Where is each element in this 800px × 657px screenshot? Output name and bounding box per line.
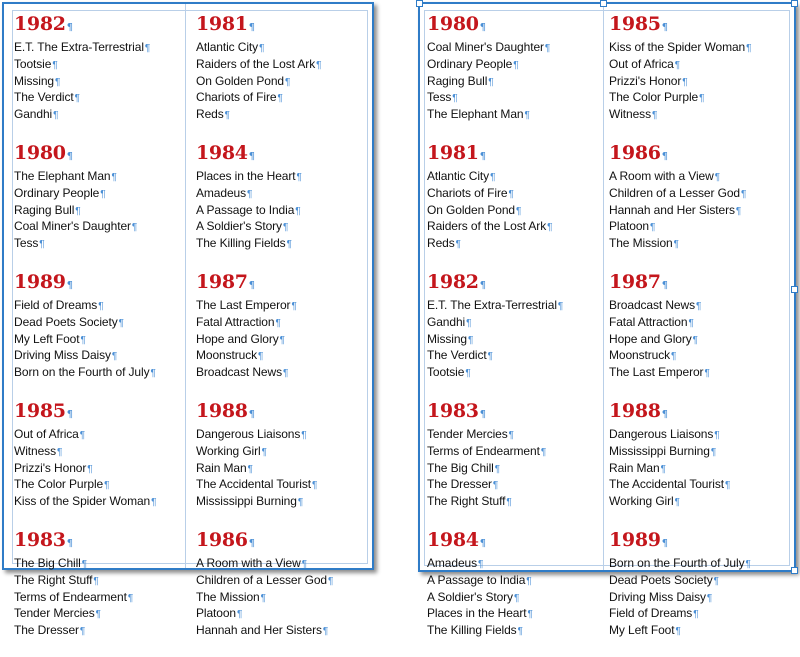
pilcrow-icon: ¶ — [735, 205, 742, 217]
pilcrow-icon: ¶ — [279, 334, 285, 346]
resize-handle-top-right[interactable] — [791, 0, 798, 7]
pilcrow-icon: ¶ — [490, 171, 496, 183]
movie-title: Chariots of Fire¶ — [427, 185, 514, 200]
year-heading: 1980¶ — [14, 141, 73, 164]
movie-title: Ordinary People¶ — [14, 185, 106, 200]
year-heading: 1983¶ — [427, 399, 486, 422]
movie-title: The Killing Fields¶ — [196, 236, 292, 251]
year-heading: 1981¶ — [427, 141, 486, 164]
movie-title: Dangerous Liaisons¶ — [196, 426, 307, 441]
pilcrow-icon: ¶ — [93, 575, 99, 587]
pilcrow-icon: ¶ — [688, 317, 694, 329]
pilcrow-icon: ¶ — [540, 446, 547, 458]
pilcrow-icon: ¶ — [651, 110, 658, 122]
year-heading: 1980¶ — [427, 13, 486, 35]
pilcrow-icon: ¶ — [466, 317, 472, 329]
movie-title: The Color Purple¶ — [609, 90, 705, 105]
year-section — [196, 399, 372, 511]
pilcrow-icon: ¶ — [311, 480, 318, 492]
year-heading: 1984¶ — [427, 528, 486, 551]
year-heading: 1988¶ — [609, 399, 668, 422]
pilcrow-icon: ¶ — [516, 205, 522, 217]
movie-title: On Golden Pond¶ — [196, 73, 291, 88]
year-heading: 1985¶ — [14, 399, 73, 422]
pilcrow-icon: ¶ — [127, 592, 134, 604]
movie-title: Atlantic City¶ — [427, 168, 496, 183]
movie-title: Raiders of the Lost Ark¶ — [427, 219, 553, 234]
movie-title: Hope and Glory¶ — [609, 331, 698, 346]
pilcrow-icon: ¶ — [695, 300, 702, 312]
movie-title: Tess¶ — [427, 90, 458, 105]
pilcrow-icon: ¶ — [479, 150, 486, 162]
pilcrow-icon: ¶ — [513, 59, 519, 71]
movie-title: Gandhi¶ — [427, 314, 472, 329]
pilcrow-icon: ¶ — [295, 205, 301, 217]
pilcrow-icon: ¶ — [258, 351, 264, 363]
pilcrow-icon: ¶ — [492, 480, 499, 492]
resize-handle-bottom-right[interactable] — [791, 567, 798, 574]
year-heading: 1986¶ — [609, 141, 668, 164]
movie-title: Platoon¶ — [609, 219, 656, 234]
column-guide — [603, 4, 604, 570]
pilcrow-icon: ¶ — [247, 463, 253, 475]
pilcrow-icon: ¶ — [465, 368, 471, 380]
year-section — [609, 141, 785, 253]
pilcrow-icon: ¶ — [322, 626, 329, 638]
movie-title: Broadcast News¶ — [609, 297, 702, 312]
movie-title: Reds¶ — [196, 107, 230, 122]
pilcrow-icon: ¶ — [248, 537, 255, 549]
pilcrow-icon: ¶ — [39, 239, 45, 251]
movie-title: Gandhi¶ — [14, 107, 59, 122]
movie-title: Missing¶ — [14, 73, 61, 88]
movie-title: Amadeus¶ — [427, 555, 484, 570]
movie-title: Raiders of the Lost Ark¶ — [196, 56, 322, 71]
pilcrow-icon: ¶ — [455, 239, 461, 251]
movie-title: The Mission¶ — [609, 236, 679, 251]
movie-title: The Killing Fields¶ — [427, 623, 523, 638]
pilcrow-icon: ¶ — [247, 188, 253, 200]
year-section — [14, 270, 190, 382]
pilcrow-icon: ¶ — [671, 351, 677, 363]
movie-title: Reds¶ — [427, 236, 461, 251]
movie-title: A Passage to India¶ — [196, 202, 301, 217]
movie-title: Working Girl¶ — [196, 443, 267, 458]
movie-title: Witness¶ — [609, 107, 658, 122]
pilcrow-icon: ¶ — [80, 334, 86, 346]
pilcrow-icon: ¶ — [479, 408, 486, 420]
movie-title: Born on the Fourth of July¶ — [14, 365, 156, 380]
text-frame-right[interactable] — [418, 2, 796, 638]
year-section — [196, 141, 372, 253]
pilcrow-icon: ¶ — [661, 537, 668, 549]
year-section — [196, 270, 372, 382]
pilcrow-icon: ¶ — [54, 76, 61, 88]
year-section — [427, 399, 603, 511]
movie-title: My Left Foot¶ — [14, 331, 86, 346]
movie-title: Tootsie¶ — [427, 365, 471, 380]
pilcrow-icon: ¶ — [52, 59, 58, 71]
pilcrow-icon: ¶ — [286, 239, 292, 251]
pilcrow-icon: ¶ — [144, 43, 151, 54]
movie-title: The Right Stuff¶ — [427, 494, 512, 509]
movie-title: The Mission¶ — [196, 589, 266, 604]
year-heading: 1989¶ — [14, 270, 73, 293]
pilcrow-icon: ¶ — [131, 222, 138, 234]
resize-handle-top-left[interactable] — [416, 0, 423, 7]
pilcrow-icon: ¶ — [513, 592, 520, 604]
pilcrow-icon: ¶ — [100, 188, 106, 200]
year-section — [427, 12, 603, 124]
pilcrow-icon: ¶ — [66, 150, 73, 162]
pilcrow-icon: ¶ — [260, 592, 266, 604]
movie-title: Coal Miner's Daughter¶ — [427, 40, 551, 54]
pilcrow-icon: ¶ — [557, 300, 564, 312]
movie-title: Places in the Heart¶ — [427, 606, 533, 621]
pilcrow-icon: ¶ — [508, 188, 514, 200]
movie-title: Children of a Lesser God¶ — [196, 572, 334, 587]
year-heading: 1982¶ — [14, 13, 73, 35]
pilcrow-icon: ¶ — [75, 205, 81, 217]
year-section — [427, 270, 603, 382]
frame-left-column-1 — [14, 12, 190, 657]
pilcrow-icon: ¶ — [98, 300, 104, 312]
pilcrow-icon: ¶ — [282, 368, 289, 380]
movie-title: Tootsie¶ — [14, 56, 58, 71]
movie-title: Out of Africa¶ — [14, 426, 86, 441]
pilcrow-icon: ¶ — [282, 222, 289, 234]
pilcrow-icon: ¶ — [650, 222, 656, 234]
pilcrow-icon: ¶ — [316, 59, 322, 71]
movie-title: The Dresser¶ — [427, 477, 499, 492]
movie-title: The Last Emperor¶ — [609, 365, 710, 380]
movie-title: Terms of Endearment¶ — [14, 589, 134, 604]
pilcrow-icon: ¶ — [301, 558, 307, 570]
pilcrow-icon: ¶ — [488, 76, 494, 88]
pilcrow-icon: ¶ — [56, 446, 63, 458]
movie-title: Broadcast News¶ — [196, 365, 289, 380]
movie-title: Raging Bull¶ — [14, 202, 81, 217]
movie-title: Driving Miss Daisy¶ — [14, 348, 118, 363]
pilcrow-icon: ¶ — [79, 429, 86, 441]
movie-title: E.T. The Extra-Terrestrial¶ — [427, 297, 564, 312]
movie-title: Prizzi's Honor¶ — [609, 73, 688, 88]
movie-title: Children of a Lesser God¶ — [609, 185, 747, 200]
pilcrow-icon: ¶ — [248, 22, 255, 33]
movie-title: Working Girl¶ — [609, 494, 680, 509]
year-heading: 1989¶ — [609, 528, 668, 551]
pilcrow-icon: ¶ — [66, 279, 73, 291]
pilcrow-icon: ¶ — [547, 222, 553, 234]
movie-title: Hope and Glory¶ — [196, 331, 285, 346]
movie-title: E.T. The Extra-Terrestrial¶ — [14, 40, 151, 54]
pilcrow-icon: ¶ — [74, 93, 80, 105]
pilcrow-icon: ¶ — [508, 429, 514, 441]
pilcrow-icon: ¶ — [660, 463, 666, 475]
year-section — [609, 12, 785, 124]
pilcrow-icon: ¶ — [745, 558, 751, 570]
pilcrow-icon: ¶ — [693, 609, 699, 621]
pilcrow-icon: ¶ — [724, 480, 731, 492]
pilcrow-icon: ¶ — [713, 575, 719, 587]
movie-title: Mississippi Burning¶ — [609, 443, 717, 458]
movie-title: The Right Stuff¶ — [14, 572, 99, 587]
movie-title: Hannah and Her Sisters¶ — [609, 202, 742, 217]
movie-title: A Soldier's Story¶ — [196, 219, 289, 234]
pilcrow-icon: ¶ — [714, 429, 720, 441]
pilcrow-icon: ¶ — [104, 480, 110, 492]
pilcrow-icon: ¶ — [81, 558, 88, 570]
pilcrow-icon: ¶ — [248, 279, 255, 291]
movie-title: My Left Foot¶ — [609, 623, 681, 638]
movie-title: Places in the Heart¶ — [196, 168, 302, 183]
pilcrow-icon: ¶ — [746, 43, 752, 54]
movie-title: The Elephant Man¶ — [14, 168, 117, 183]
pilcrow-icon: ¶ — [699, 93, 705, 105]
pilcrow-icon: ¶ — [95, 609, 101, 621]
pilcrow-icon: ¶ — [87, 463, 93, 475]
movie-title: Rain Man¶ — [196, 460, 253, 475]
year-section — [14, 141, 190, 253]
pilcrow-icon: ¶ — [151, 497, 157, 509]
movie-title: Rain Man¶ — [609, 460, 666, 475]
movie-title: Field of Dreams¶ — [14, 297, 104, 312]
pilcrow-icon: ¶ — [248, 150, 255, 162]
pilcrow-icon: ¶ — [526, 575, 532, 587]
year-heading: 1986¶ — [196, 528, 255, 551]
movie-title: Dead Poets Society¶ — [14, 314, 124, 329]
movie-title: Kiss of the Spider Woman¶ — [14, 494, 157, 509]
pilcrow-icon: ¶ — [479, 537, 486, 549]
movie-title: Out of Africa¶ — [609, 56, 681, 71]
movie-title: The Last Emperor¶ — [196, 297, 297, 312]
frame-right-column-2 — [609, 12, 785, 657]
pilcrow-icon: ¶ — [661, 408, 668, 420]
pilcrow-icon: ¶ — [544, 43, 551, 54]
year-heading: 1985¶ — [609, 13, 668, 35]
pilcrow-icon: ¶ — [297, 497, 304, 509]
pilcrow-icon: ¶ — [661, 22, 668, 33]
pilcrow-icon: ¶ — [259, 43, 265, 54]
movie-title: Fatal Attraction¶ — [196, 314, 281, 329]
pilcrow-icon: ¶ — [506, 497, 512, 509]
movie-title: Field of Dreams¶ — [609, 606, 699, 621]
text-frame-left[interactable] — [2, 2, 374, 638]
movie-title: Born on the Fourth of July¶ — [609, 555, 751, 570]
pilcrow-icon: ¶ — [467, 334, 474, 346]
movie-title: Tender Mercies¶ — [14, 606, 101, 621]
pilcrow-icon: ¶ — [296, 171, 302, 183]
pilcrow-icon: ¶ — [479, 22, 486, 33]
movie-title: A Passage to India¶ — [427, 572, 532, 587]
pilcrow-icon: ¶ — [673, 239, 679, 251]
pilcrow-icon: ¶ — [452, 93, 458, 105]
movie-title: Prizzi's Honor¶ — [14, 460, 93, 475]
movie-title: A Room with a View¶ — [609, 168, 720, 183]
movie-title: A Soldier's Story¶ — [427, 589, 520, 604]
movie-title: The Verdict¶ — [427, 348, 493, 363]
pilcrow-icon: ¶ — [661, 279, 668, 291]
movie-title: The Accidental Tourist¶ — [609, 477, 731, 492]
pilcrow-icon: ¶ — [675, 626, 681, 638]
movie-title: The Color Purple¶ — [14, 477, 110, 492]
pilcrow-icon: ¶ — [328, 575, 334, 587]
pilcrow-icon: ¶ — [275, 317, 281, 329]
movie-title: Raging Bull¶ — [427, 73, 494, 88]
pilcrow-icon: ¶ — [479, 279, 486, 291]
pilcrow-icon: ¶ — [291, 300, 297, 312]
pilcrow-icon: ¶ — [710, 446, 717, 458]
movie-title: Amadeus¶ — [196, 185, 253, 200]
year-heading: 1982¶ — [427, 270, 486, 293]
movie-title: Fatal Attraction¶ — [609, 314, 694, 329]
pilcrow-icon: ¶ — [277, 93, 283, 105]
resize-handle-top-center[interactable] — [600, 0, 607, 7]
pilcrow-icon: ¶ — [706, 592, 713, 604]
movie-title: Ordinary People¶ — [427, 56, 519, 71]
year-heading: 1987¶ — [196, 270, 255, 293]
pilcrow-icon: ¶ — [682, 76, 688, 88]
movie-title: Coal Miner's Daughter¶ — [14, 219, 138, 234]
movie-title: Witness¶ — [14, 443, 63, 458]
pilcrow-icon: ¶ — [524, 110, 530, 122]
movie-title: Chariots of Fire¶ — [196, 90, 283, 105]
pilcrow-icon: ¶ — [79, 626, 86, 638]
movie-title: Tender Mercies¶ — [427, 426, 514, 441]
year-heading: 1983¶ — [14, 528, 73, 551]
pilcrow-icon: ¶ — [661, 150, 668, 162]
pilcrow-icon: ¶ — [741, 188, 747, 200]
frame-left-column-2 — [196, 12, 372, 657]
movie-title: Atlantic City¶ — [196, 40, 265, 54]
pilcrow-icon: ¶ — [150, 368, 156, 380]
movie-title: Hannah and Her Sisters¶ — [196, 623, 329, 638]
pilcrow-icon: ¶ — [224, 110, 230, 122]
pilcrow-icon: ¶ — [66, 22, 73, 33]
pilcrow-icon: ¶ — [494, 463, 501, 475]
movie-title: Kiss of the Spider Woman¶ — [609, 40, 752, 54]
pilcrow-icon: ¶ — [111, 171, 117, 183]
movie-title: The Elephant Man¶ — [427, 107, 530, 122]
movie-title: Moonstruck¶ — [196, 348, 264, 363]
movie-title: Tess¶ — [14, 236, 45, 251]
pilcrow-icon: ¶ — [517, 626, 523, 638]
pilcrow-icon: ¶ — [704, 368, 710, 380]
pilcrow-icon: ¶ — [674, 59, 681, 71]
year-heading: 1981¶ — [196, 13, 255, 35]
resize-handle-middle-right[interactable] — [791, 286, 798, 293]
pilcrow-icon: ¶ — [692, 334, 698, 346]
pilcrow-icon: ¶ — [118, 317, 124, 329]
movie-title: Driving Miss Daisy¶ — [609, 589, 713, 604]
pilcrow-icon: ¶ — [111, 351, 118, 363]
pilcrow-icon: ¶ — [237, 609, 243, 621]
pilcrow-icon: ¶ — [66, 408, 73, 420]
movie-title: A Room with a View¶ — [196, 555, 307, 570]
year-heading: 1984¶ — [196, 141, 255, 164]
year-section — [609, 270, 785, 382]
pilcrow-icon: ¶ — [285, 76, 291, 88]
frame-right-column-1 — [427, 12, 603, 657]
movie-title: Dead Poets Society¶ — [609, 572, 719, 587]
movie-title: The Big Chill¶ — [427, 460, 501, 475]
pilcrow-icon: ¶ — [478, 558, 484, 570]
movie-title: Mississippi Burning¶ — [196, 494, 304, 509]
pilcrow-icon: ¶ — [674, 497, 680, 509]
movie-title: On Golden Pond¶ — [427, 202, 522, 217]
year-section — [196, 12, 372, 124]
pilcrow-icon: ¶ — [301, 429, 307, 441]
year-section — [14, 12, 190, 124]
movie-title: Dangerous Liaisons¶ — [609, 426, 720, 441]
pilcrow-icon: ¶ — [261, 446, 267, 458]
year-section — [427, 141, 603, 253]
pilcrow-icon: ¶ — [527, 609, 533, 621]
pilcrow-icon: ¶ — [66, 537, 73, 549]
pilcrow-icon: ¶ — [487, 351, 493, 363]
movie-title: The Dresser¶ — [14, 623, 86, 638]
year-heading: 1988¶ — [196, 399, 255, 422]
year-heading: 1987¶ — [609, 270, 668, 293]
movie-title: The Verdict¶ — [14, 90, 80, 105]
movie-title: Platoon¶ — [196, 606, 243, 621]
year-section — [14, 399, 190, 511]
movie-title: Terms of Endearment¶ — [427, 443, 547, 458]
year-section — [609, 399, 785, 511]
movie-title: The Big Chill¶ — [14, 555, 88, 570]
movie-title: Moonstruck¶ — [609, 348, 677, 363]
movie-title: Missing¶ — [427, 331, 474, 346]
pilcrow-icon: ¶ — [53, 110, 59, 122]
movie-title: The Accidental Tourist¶ — [196, 477, 318, 492]
pilcrow-icon: ¶ — [248, 408, 255, 420]
pilcrow-icon: ¶ — [714, 171, 720, 183]
